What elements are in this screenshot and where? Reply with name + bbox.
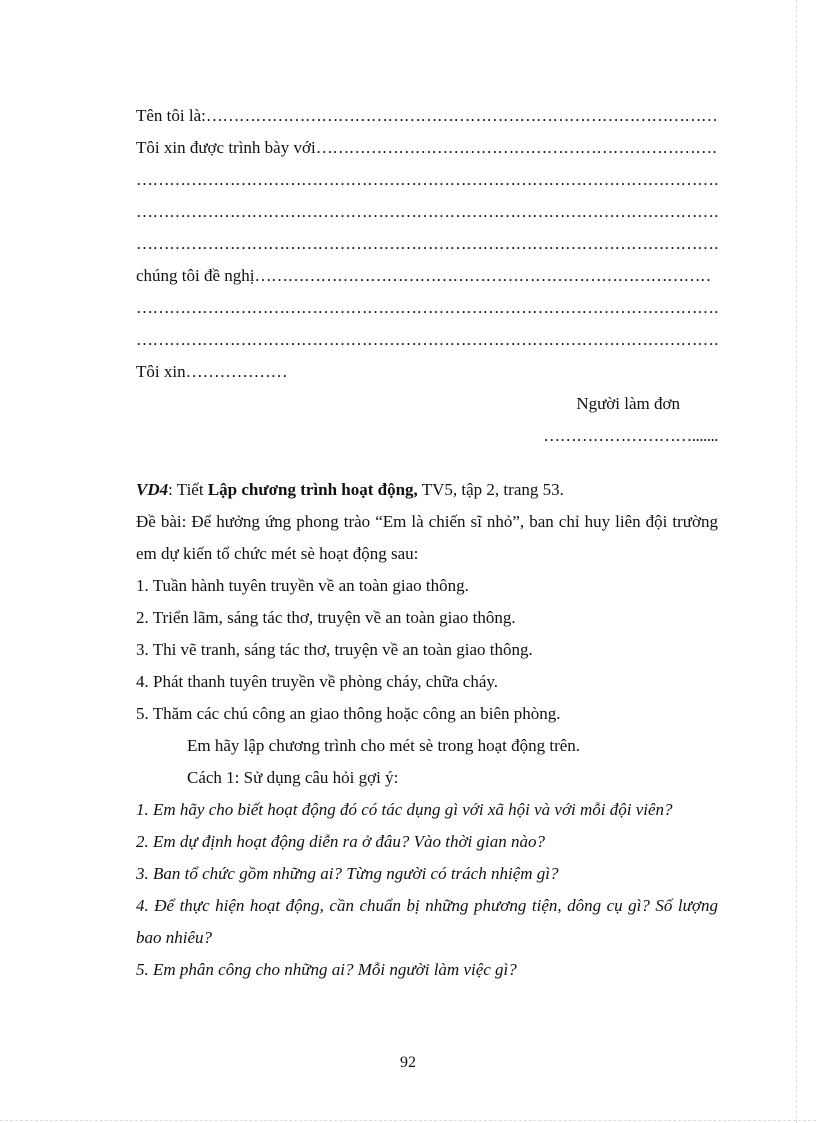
name-label: Tên tôi là: xyxy=(136,106,206,125)
page-bottom-edge xyxy=(0,1120,816,1121)
page-right-edge xyxy=(796,0,797,1123)
question-item: 4. Để thực hiện hoạt động, cần chuẩn bị những phương tiện, dông cụ gì? Số lượng bao nhiêu? xyxy=(136,896,718,947)
present-label: Tôi xin được trình bày với xyxy=(136,138,316,157)
task-line: Em hãy lập chương trình cho mét sè trong hoạt động trên. xyxy=(187,736,581,755)
blank-line xyxy=(136,164,718,196)
blank-line xyxy=(136,292,718,324)
example-prompt: Đề bài: Để hưởng ứng phong trào “Em là chiến sĩ nhỏ”, ban chỉ huy liên đội trường em dự kiến tổ chức mét sè hoạt động sau: xyxy=(136,512,718,563)
present-line xyxy=(136,132,718,164)
request-line xyxy=(136,356,718,388)
question-item: 2. Em dự định hoạt động diễn ra ở đâu? Vào thời gian nào? xyxy=(136,832,545,851)
example-tag: VD4 xyxy=(136,480,169,499)
activity-item: 2. Triển lãm, sáng tác thơ, truyện về an toàn giao thông. xyxy=(136,608,516,627)
page-number: 92 xyxy=(400,1054,416,1071)
question-item: 1. Em hãy cho biết hoạt động đó có tác dụng gì với xã hội và với mỗi đội viên? xyxy=(136,800,673,819)
document-page xyxy=(136,100,718,986)
example-prefix: : Tiết xyxy=(168,480,208,499)
blank-line xyxy=(136,228,718,260)
name-line xyxy=(136,100,718,132)
lesson-title: Lập chương trình hoạt động, xyxy=(207,480,418,499)
signature-dots: ………………………....... xyxy=(543,426,718,445)
activity-item: 5. Thăm các chú công an giao thông hoặc công an biên phòng. xyxy=(136,704,561,723)
example-source: TV5, tập 2, trang 53. xyxy=(417,480,564,499)
blank-line xyxy=(136,196,718,228)
question-item: 5. Em phân công cho những ai? Mỗi người làm việc gì? xyxy=(136,960,517,979)
propose-line xyxy=(136,260,718,292)
signature-title: Người làm đơn xyxy=(576,394,680,413)
request-dots: ……………… xyxy=(185,362,288,381)
propose-label: chúng tôi đề nghị xyxy=(136,266,255,285)
example-heading xyxy=(136,474,718,506)
question-item: 3. Ban tổ chức gồm những ai? Từng người có trách nhiệm gì? xyxy=(136,864,559,883)
activity-item: 3. Thi vẽ tranh, sáng tác thơ, truyện về an toàn giao thông. xyxy=(136,640,533,659)
request-label: Tôi xin xyxy=(136,362,186,381)
activity-item: 1. Tuần hành tuyên truyền về an toàn giao thông. xyxy=(136,576,469,595)
blank-line xyxy=(136,324,718,356)
activity-item: 4. Phát thanh tuyên truyền về phòng cháy, chữa cháy. xyxy=(136,672,499,691)
method-line: Cách 1: Sử dụng câu hỏi gợi ý: xyxy=(187,768,399,787)
